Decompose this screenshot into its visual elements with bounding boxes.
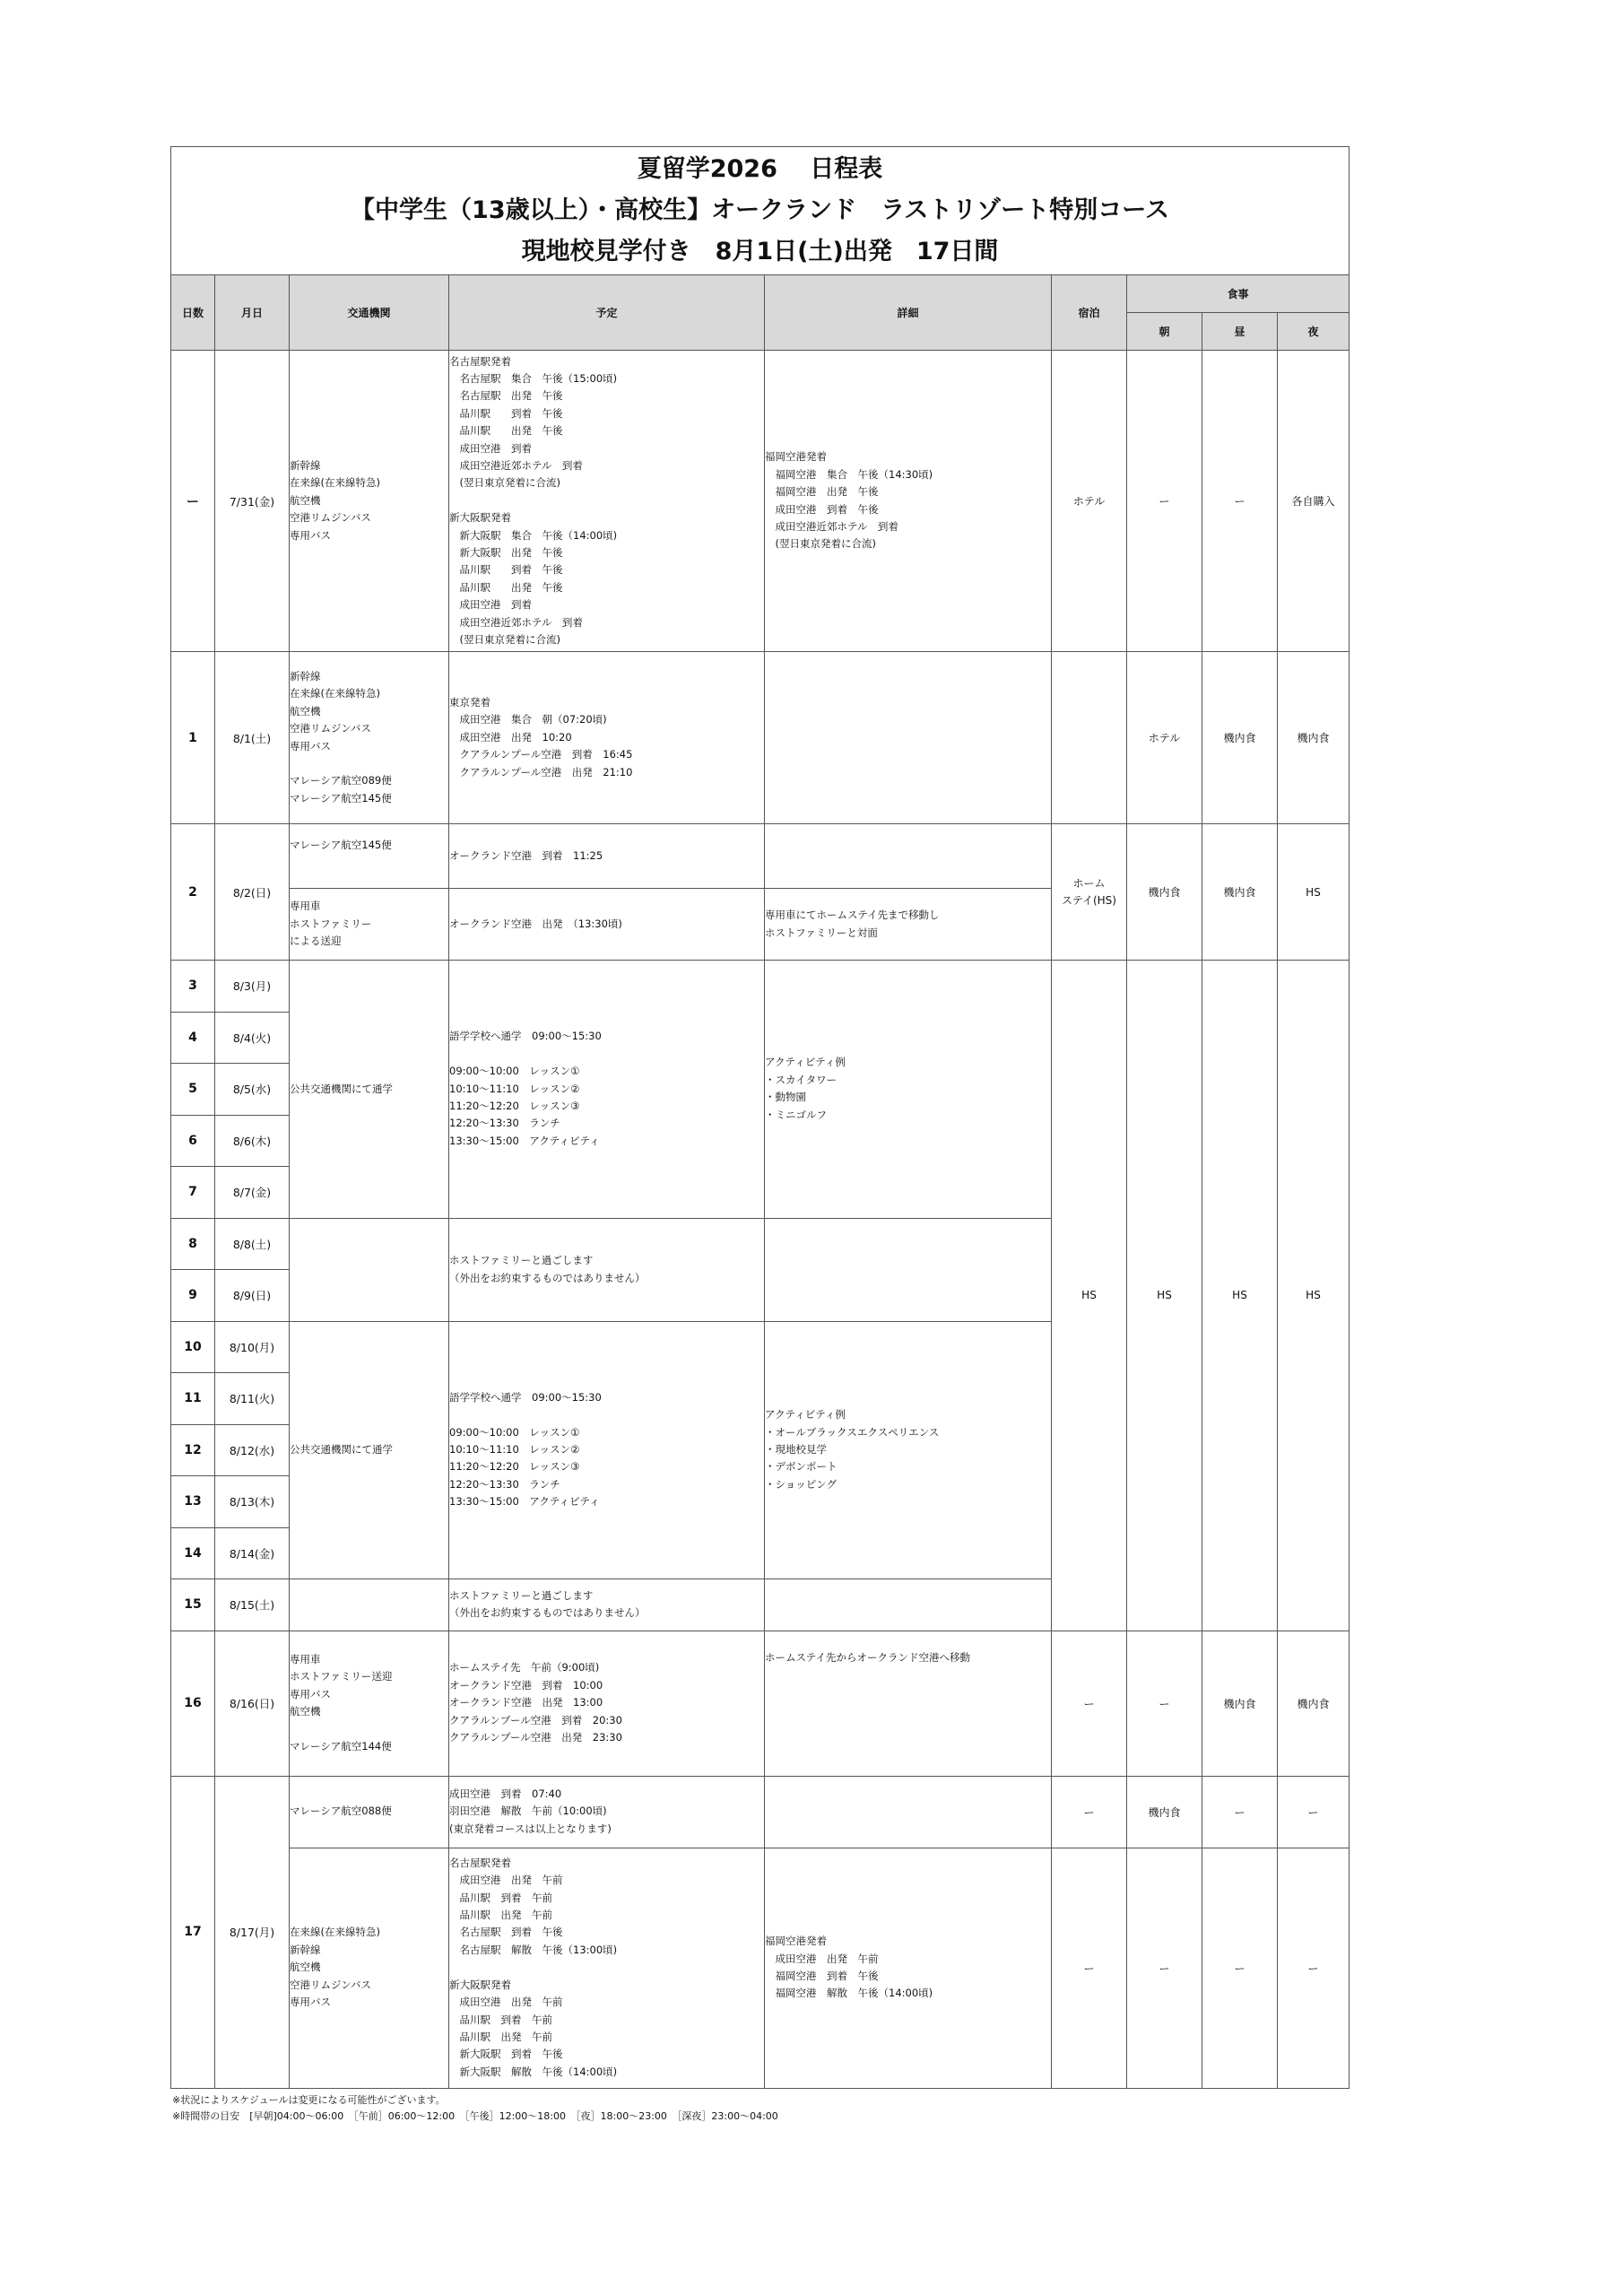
cell-line: 13:30～15:00 アクティビティ: [449, 1495, 600, 1509]
cell-line: 専用バス: [290, 739, 331, 752]
day-number: 16: [171, 1631, 215, 1776]
cell-line: 東京発着: [449, 695, 490, 709]
cell-line: オークランド空港 出発 （13:30頃): [449, 917, 622, 930]
cell-line: マレーシア航空145便: [290, 839, 392, 851]
day-number: 17: [171, 1776, 215, 2088]
cell-line: ホストファミリーと対面: [765, 926, 878, 939]
table-row: [171, 824, 1350, 889]
breakfast-cell: 機内食: [1127, 1776, 1202, 1848]
cell-line: 新幹線: [290, 458, 321, 472]
day-number: 15: [171, 1579, 215, 1631]
cell-line: 品川駅 出発 午前: [449, 2030, 552, 2043]
day-number: 2: [171, 824, 215, 961]
lunch-cell: ー: [1202, 1776, 1278, 1848]
transport-cell: [290, 351, 449, 652]
title-block: [171, 147, 1350, 275]
cell-line: 成田空港 出発 10:20: [449, 730, 572, 744]
day-number: 3: [171, 961, 215, 1013]
table-row: [171, 1776, 1350, 1848]
detail-cell: [765, 1848, 1052, 2088]
plan-cell: [449, 824, 765, 889]
day-number: 11: [171, 1373, 215, 1425]
transport-cell: [290, 1848, 449, 2088]
date-cell: 8/10(月): [215, 1321, 290, 1373]
plan-cell: [449, 961, 765, 1219]
day-number: 8: [171, 1218, 215, 1270]
dinner-cell: 各自購入: [1278, 351, 1350, 652]
date-cell: 8/7(金): [215, 1167, 290, 1219]
cell-line: 専用車にてホームステイ先まで移動し: [765, 909, 940, 922]
cell-line: 空港リムジンバス: [290, 1978, 371, 1991]
detail-cell: [765, 1218, 1052, 1321]
table-row: [171, 1848, 1350, 2088]
cell-line: 成田空港近郊ホテル 到着: [765, 519, 898, 533]
breakfast-cell: HS: [1127, 961, 1202, 1631]
cell-line: (東京発着コースは以上となります): [449, 1822, 612, 1835]
transport-cell: [290, 824, 449, 889]
date-cell: 8/9(日): [215, 1270, 290, 1322]
cell-line: ホストファミリー: [290, 917, 372, 930]
transport-cell: [290, 1579, 449, 1631]
date-cell: 8/4(火): [215, 1012, 290, 1064]
cell-line: 専用車: [290, 1652, 321, 1665]
cell-line: マレーシア航空088便: [290, 1805, 392, 1818]
cell-line: [290, 1720, 448, 1737]
cell-line: アクティビティ例: [765, 1408, 846, 1422]
header-breakfast: 朝: [1127, 313, 1202, 351]
cell-line: 福岡空港 解散 午後（14:00頃): [765, 1987, 933, 2000]
header-date: 月日: [215, 275, 290, 351]
schedule-table: [170, 146, 1350, 2089]
cell-line: クアラルンプール空港 出発 21:10: [449, 765, 633, 778]
lunch-cell: ー: [1202, 351, 1278, 652]
date-cell: 8/12(水): [215, 1424, 290, 1476]
transport-cell: 公共交通機関にて通学: [290, 961, 449, 1219]
cell-line: ・動物園: [765, 1091, 806, 1104]
day-number: 4: [171, 1012, 215, 1064]
transport-cell: [290, 1631, 449, 1776]
cell-line: ホストファミリー送迎: [290, 1670, 393, 1683]
cell-line: 成田空港 到着: [449, 598, 532, 612]
day-number: 10: [171, 1321, 215, 1373]
lunch-cell: 機内食: [1202, 652, 1278, 824]
dinner-cell: HS: [1278, 961, 1350, 1631]
cell-line: クアラルンプール空港 到着 16:45: [449, 748, 633, 761]
cell-line: 09:00～10:00 レッスン①: [449, 1065, 580, 1078]
cell-line: アクティビティ例: [765, 1056, 846, 1069]
cell-line: 専用車: [290, 900, 321, 913]
footnote-schedule-change: ※状況によりスケジュールは変更になる可能性がございます。: [172, 2094, 446, 2106]
header-plan: 予定: [449, 275, 765, 351]
day-number: ー: [171, 351, 215, 652]
cell-line: (翌日東京発着に合流): [449, 476, 560, 490]
table-row: [171, 652, 1350, 824]
cell-line: 新大阪駅 到着 午後: [449, 2048, 563, 2061]
transport-cell: [290, 1776, 449, 1848]
day-number: 1: [171, 652, 215, 824]
cell-line: ・オールブラックスエクスペリエンス: [765, 1425, 940, 1439]
cell-line: 12:20～13:30 ランチ: [449, 1117, 560, 1130]
title-line-3: 現地校見学付き 8月1日(土)出発 17日間: [521, 238, 999, 265]
cell-line: [449, 492, 764, 509]
cell-line: オークランド空港 到着 10:00: [449, 1678, 603, 1692]
cell-line: ホーム: [1072, 876, 1106, 890]
plan-cell: [449, 1848, 765, 2088]
cell-line: オークランド空港 出発 13:00: [449, 1696, 603, 1709]
cell-line: 成田空港 到着: [449, 441, 532, 455]
header-transport: 交通機関: [290, 275, 449, 351]
detail-cell: [765, 652, 1052, 824]
breakfast-cell: ー: [1127, 1848, 1202, 2088]
detail-cell: [765, 1776, 1052, 1848]
cell-line: 空港リムジンバス: [290, 511, 371, 525]
cell-line: 新大阪駅 集合 午後（14:00頃): [449, 528, 618, 542]
cell-line: 12:20～13:30 ランチ: [449, 1477, 560, 1491]
transport-cell: 公共交通機関にて通学: [290, 1321, 449, 1579]
cell-line: 新大阪駅発着: [449, 511, 511, 525]
lodging-cell: ー: [1052, 1848, 1127, 2088]
cell-line: 名古屋駅 到着 午後: [449, 1926, 563, 1939]
footnote-time-ranges: ※時間帯の目安 [早朝]04:00～06:00 ［午前］06:00～12:00 ［午後］12:00～18:00 ［夜］18:00～23:00 ［深夜］23:00～04:00: [172, 2110, 778, 2122]
header-lunch: 昼: [1202, 313, 1278, 351]
detail-cell: [765, 961, 1052, 1219]
dinner-cell: 機内食: [1278, 1631, 1350, 1776]
schedule-sheet: [170, 146, 1349, 2089]
date-cell: 8/17(月): [215, 1776, 290, 2088]
cell-line: 羽田空港 解散 午前（10:00頃): [449, 1805, 607, 1818]
cell-line: オークランド空港 到着 11:25: [449, 848, 603, 862]
lunch-cell: HS: [1202, 961, 1278, 1631]
dinner-cell: ー: [1278, 1776, 1350, 1848]
cell-line: 品川駅 出発 午前: [449, 1909, 552, 1922]
cell-line: 専用バス: [290, 1687, 331, 1700]
cell-line: 名古屋駅発着: [449, 1856, 511, 1869]
date-cell: 8/3(月): [215, 961, 290, 1013]
cell-line: 09:00～10:00 レッスン①: [449, 1425, 580, 1439]
date-cell: 8/14(金): [215, 1527, 290, 1579]
cell-line: 成田空港 出発 午前: [449, 1874, 563, 1887]
cell-line: 名古屋駅 出発 午後: [449, 389, 563, 403]
cell-line: 福岡空港発着: [765, 450, 827, 464]
dinner-cell: ー: [1278, 1848, 1350, 2088]
plan-cell: [449, 652, 765, 824]
cell-line: 航空機: [290, 1961, 321, 1974]
transport-cell: [290, 1218, 449, 1321]
cell-line: ・現地校見学: [765, 1443, 827, 1457]
date-cell: 8/11(火): [215, 1373, 290, 1425]
day-number: 13: [171, 1476, 215, 1528]
lodging-cell: [1052, 824, 1127, 961]
cell-line: ホストファミリーと過ごします: [449, 1588, 594, 1602]
cell-line: 成田空港 集合 朝（07:20頃): [449, 713, 607, 726]
cell-line: 品川駅 到着 午後: [449, 406, 563, 420]
detail-cell: [765, 351, 1052, 652]
cell-line: ・スカイタワー: [765, 1073, 838, 1086]
cell-line: 航空機: [290, 1705, 321, 1718]
lodging-cell: ホテル: [1052, 351, 1127, 652]
cell-line: ・デボンポート: [765, 1460, 838, 1474]
cell-line: 成田空港 出発 午前: [765, 1952, 879, 1965]
date-cell: 8/2(日): [215, 824, 290, 961]
cell-line: マレーシア航空144便: [290, 1739, 392, 1752]
cell-line: ホームステイ先からオークランド空港へ移動: [765, 1650, 970, 1664]
lodging-cell: ー: [1052, 1776, 1127, 1848]
cell-line: 専用バス: [290, 528, 331, 542]
table-row: [171, 961, 1350, 1013]
date-cell: 8/8(土): [215, 1218, 290, 1270]
cell-line: 航空機: [290, 493, 321, 507]
date-cell: 8/5(水): [215, 1064, 290, 1116]
cell-line: 品川駅 出発 午後: [449, 424, 563, 438]
cell-line: （外出をお約束するものではありません）: [449, 1606, 646, 1620]
detail-cell: [765, 1321, 1052, 1579]
day-number: 5: [171, 1064, 215, 1116]
cell-line: [449, 1406, 764, 1423]
detail-cell: [765, 1631, 1052, 1776]
lunch-cell: 機内食: [1202, 1631, 1278, 1776]
cell-line: 成田空港近郊ホテル 到着: [449, 615, 583, 629]
cell-line: 13:30～15:00 アクティビティ: [449, 1134, 600, 1147]
table-row: [171, 1631, 1350, 1776]
cell-line: クアラルンプール空港 到着 20:30: [449, 1713, 622, 1726]
cell-line: 成田空港 到着 07:40: [449, 1787, 562, 1800]
transport-cell: [290, 652, 449, 824]
cell-line: 名古屋駅 集合 午後（15:00頃): [449, 371, 618, 385]
cell-line: 航空機: [290, 704, 321, 718]
day-number: 7: [171, 1167, 215, 1219]
detail-cell: [765, 889, 1052, 961]
plan-cell: [449, 1218, 765, 1321]
cell-line: 福岡空港 到着 午後: [765, 1970, 879, 1982]
date-cell: 8/16(日): [215, 1631, 290, 1776]
header-meals: 食事: [1127, 275, 1350, 313]
cell-line: 品川駅 出発 午後: [449, 580, 563, 594]
title-line-1: 夏留学2026 日程表: [637, 155, 883, 183]
cell-line: 在来線(在来線特急): [290, 476, 380, 490]
lodging-cell: ー: [1052, 1631, 1127, 1776]
breakfast-cell: ー: [1127, 351, 1202, 652]
cell-line: 在来線(在来線特急): [290, 687, 380, 700]
lunch-cell: 機内食: [1202, 824, 1278, 961]
cell-line: 専用バス: [290, 1996, 331, 2009]
cell-line: 11:20～12:20 レッスン③: [449, 1099, 580, 1112]
date-cell: 8/1(土): [215, 652, 290, 824]
day-number: 6: [171, 1115, 215, 1167]
breakfast-cell: ー: [1127, 1631, 1202, 1776]
cell-line: 10:10～11:10 レッスン②: [449, 1443, 580, 1457]
plan-cell: [449, 1631, 765, 1776]
cell-line: による送迎: [290, 935, 342, 948]
transport-cell: [290, 889, 449, 961]
cell-line: (翌日東京発着に合流): [449, 633, 560, 647]
cell-line: 成田空港 出発 午前: [449, 1996, 563, 2009]
lunch-cell: ー: [1202, 1848, 1278, 2088]
cell-line: 福岡空港 集合 午後（14:30頃): [765, 467, 933, 481]
dinner-cell: 機内食: [1278, 652, 1350, 824]
breakfast-cell: ホテル: [1127, 652, 1202, 824]
cell-line: [290, 755, 448, 772]
table-row: [171, 351, 1350, 652]
cell-line: 空港リムジンバス: [290, 722, 371, 735]
day-number: 14: [171, 1527, 215, 1579]
plan-cell: [449, 889, 765, 961]
cell-line: [449, 1959, 764, 1976]
header-dinner: 夜: [1278, 313, 1350, 351]
title-line-2: 【中学生（13歳以上）・高校生】オークランド ラストリゾート特別コース: [351, 196, 1169, 224]
cell-line: 成田空港近郊ホテル 到着: [449, 458, 583, 472]
date-cell: 7/31(金): [215, 351, 290, 652]
cell-line: 在来線(在来線特急): [290, 1926, 380, 1939]
detail-cell: [765, 1579, 1052, 1631]
day-number: 12: [171, 1424, 215, 1476]
cell-line: 語学学校へ通学 09:00～15:30: [449, 1030, 602, 1043]
cell-line: 新大阪駅 出発 午後: [449, 546, 563, 560]
cell-line: 名古屋駅発着: [449, 354, 511, 368]
plan-cell: [449, 351, 765, 652]
cell-line: 福岡空港 出発 午後: [765, 485, 879, 499]
cell-line: 新幹線: [290, 1943, 321, 1956]
day-number: 9: [171, 1270, 215, 1322]
date-cell: 8/15(土): [215, 1579, 290, 1631]
cell-line: クアラルンプール空港 出発 23:30: [449, 1731, 622, 1744]
cell-line: 新幹線: [290, 669, 321, 683]
header-day: 日数: [171, 275, 215, 351]
cell-line: 10:10～11:10 レッスン②: [449, 1082, 580, 1095]
plan-cell: [449, 1321, 765, 1579]
cell-line: ホームステイ先 午前（9:00頃): [449, 1661, 600, 1674]
cell-line: マレーシア航空145便: [290, 791, 392, 804]
header-lodging: 宿泊: [1052, 275, 1127, 351]
date-cell: 8/13(木): [215, 1476, 290, 1528]
cell-line: 品川駅 到着 午後: [449, 563, 563, 577]
lodging-cell: HS: [1052, 961, 1127, 1631]
cell-line: (翌日東京発着に合流): [765, 537, 876, 551]
plan-cell: [449, 1776, 765, 1848]
cell-line: 品川駅 到着 午前: [449, 1891, 552, 1904]
cell-line: ホストファミリーと過ごします: [449, 1254, 594, 1267]
cell-line: ステイ(HS): [1062, 893, 1116, 907]
cell-line: [449, 1046, 764, 1063]
cell-line: 成田空港 到着 午後: [765, 502, 879, 516]
lodging-cell: [1052, 652, 1127, 824]
plan-cell: [449, 1579, 765, 1631]
cell-line: 11:20～12:20 レッスン③: [449, 1460, 580, 1474]
cell-line: ・ミニゴルフ: [765, 1108, 827, 1121]
cell-line: 品川駅 到着 午前: [449, 2013, 552, 2026]
detail-cell: [765, 824, 1052, 889]
cell-line: 語学学校へ通学 09:00～15:30: [449, 1390, 602, 1404]
cell-line: ・ショッピング: [765, 1477, 838, 1491]
cell-line: マレーシア航空089便: [290, 774, 392, 787]
cell-line: （外出をお約束するものではありません）: [449, 1271, 646, 1284]
cell-line: 名古屋駅 解散 午後（13:00頃): [449, 1943, 618, 1956]
header-detail: 詳細: [765, 275, 1052, 351]
cell-line: 新大阪駅 解散 午後（14:00頃): [449, 2065, 618, 2078]
breakfast-cell: 機内食: [1127, 824, 1202, 961]
date-cell: 8/6(木): [215, 1115, 290, 1167]
cell-line: 新大阪駅発着: [449, 1978, 511, 1991]
dinner-cell: HS: [1278, 824, 1350, 961]
cell-line: 福岡空港発着: [765, 1935, 827, 1948]
